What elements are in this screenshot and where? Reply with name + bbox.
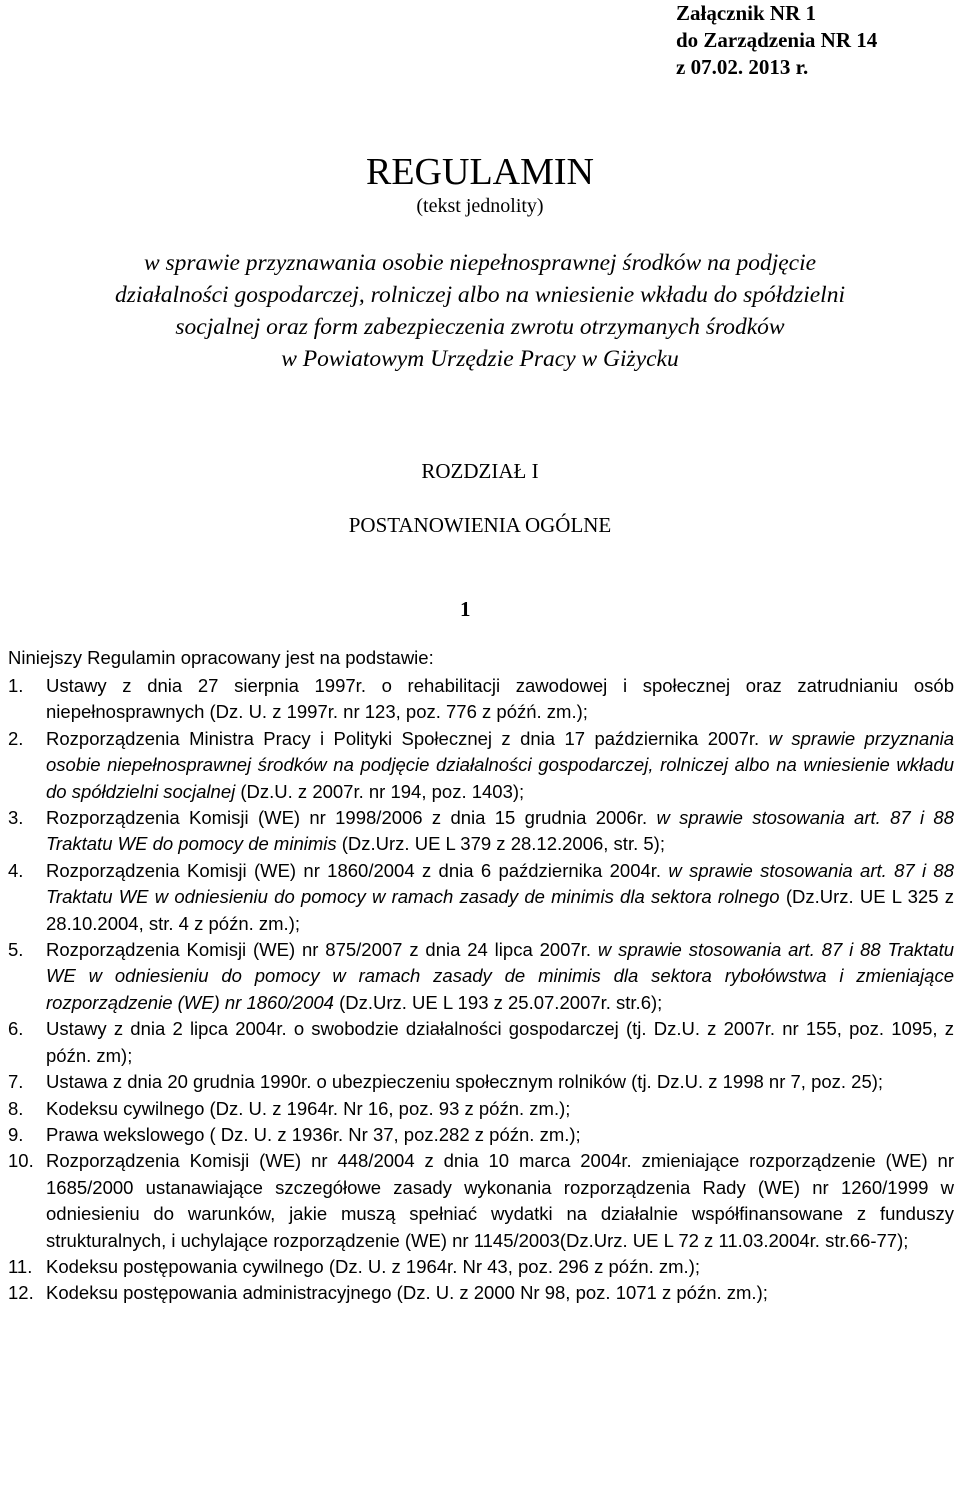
- document-purpose: [0, 247, 960, 375]
- purpose-line: w Powiatowym Urzędzie Pracy w Giżycku: [281, 346, 679, 372]
- list-item-text: [46, 726, 954, 805]
- text-segment: Kodeksu cywilnego (Dz. U. z 1964r. Nr 16, poz. 93 z późn. zm.);: [46, 1097, 571, 1119]
- list-item: [8, 1148, 954, 1254]
- list-item-number: 5.: [8, 939, 24, 961]
- italic-title: w sprawie przyznania osobie niepełnosprawnej środków na podjęcie działalności gospodarczej, rolniczej albo na wniesienie wkładu do spółdzielni socjalnej: [46, 727, 955, 802]
- list-item: [8, 805, 954, 858]
- legal-basis-list: [8, 673, 954, 1307]
- italic-title: w sprawie stosowania art. 87 i 88 Traktatu WE w odniesieniu do pomocy w ramach zasady de minimis dla sektora rybołówstwa i zmieniające rozporządzenie (WE) nr 1860/2004: [46, 939, 954, 1013]
- list-item: [8, 1069, 954, 1095]
- list-item-number: 10.: [8, 1150, 34, 1172]
- list-item: [8, 726, 954, 805]
- text-segment: Rozporządzenia Komisji (WE) nr 1860/2004 z dnia 6 października 2004r.: [46, 859, 669, 881]
- list-item-number: 11.: [8, 1255, 33, 1277]
- purpose-line: socjalnej oraz form zabezpieczenia zwrotu otrzymanych środków: [175, 314, 785, 340]
- list-item: [8, 1096, 954, 1122]
- chapter-title: POSTANOWIENIA OGÓLNE: [348, 513, 612, 537]
- attachment-header: [676, 0, 877, 81]
- text-segment: (Dz.Urz. UE L 379 z 28.12.2006, str. 5);: [336, 833, 665, 855]
- text-segment: Kodeksu postępowania cywilnego (Dz. U. z 1964r. Nr 43, poz. 296 z późn. zm.);: [46, 1255, 700, 1277]
- list-item: [8, 937, 954, 1016]
- purpose-line: działalności gospodarczej, rolniczej albo na wniesienie wkładu do spółdzielni: [115, 282, 845, 308]
- list-item-text: [46, 805, 954, 858]
- intro-text: Niniejszy Regulamin opracowany jest na podstawie:: [8, 647, 434, 668]
- document-title: REGULAMIN: [366, 151, 594, 193]
- list-item-number: 4.: [8, 859, 24, 881]
- list-item-number: 12.: [8, 1282, 34, 1304]
- text-segment: Rozporządzenia Komisji (WE) nr 875/2007 z dnia 24 lipca 2007r.: [46, 939, 598, 961]
- list-item-number: 1.: [8, 675, 24, 696]
- text-segment: Prawa wekslowego ( Dz. U. z 1936r. Nr 37, poz.282 z późn. zm.);: [46, 1123, 581, 1145]
- text-segment: (Dz.Urz. UE L 325 z 28.10.2004, str. 4 z późn. zm.);: [46, 886, 954, 934]
- document-body: [8, 645, 954, 1307]
- list-item-text: [46, 1148, 954, 1254]
- list-item-number: 9.: [8, 1123, 24, 1145]
- list-item-text: [46, 1016, 954, 1069]
- paragraph-mark: 1: [460, 597, 471, 621]
- text-segment: Rozporządzenia Ministra Pracy i Polityki Społecznej z dnia 17 października 2007r.: [46, 727, 769, 749]
- list-item-text: [46, 1280, 954, 1306]
- text-segment: (Dz.U. z 2007r. nr 194, poz. 1403);: [235, 780, 525, 802]
- text-segment: Rozporządzenia Komisji (WE) nr 448/2004 z dnia 10 marca 2004r. zmieniające rozporządzenie (WE) nr 1685/2000 ustanawiające szczegółowe zasady wykonania rozporządzenia Rady (WE) nr 1260/1999 w odniesieniu do warunków, jakie muszą spełniać wydatki na działalnie współfinansowane z funduszy strukturalnych, i uchylające rozporządzenie (WE) nr 1145/2003(Dz.Urz. UE L 72 z 11.03.2004r. str.66-77);: [46, 1150, 954, 1251]
- attachment-line: z 07.02. 2013 r.: [676, 55, 809, 79]
- list-item-number: 7.: [8, 1071, 24, 1093]
- chapter-heading: ROZDZIAŁ I: [421, 459, 539, 483]
- list-item-number: 8.: [8, 1097, 24, 1119]
- list-item: [8, 1016, 954, 1069]
- italic-title: w sprawie stosowania art. 87 i 88 Traktatu WE do pomocy de minimis: [46, 807, 955, 855]
- list-item: [8, 673, 954, 726]
- italic-title: w sprawie stosowania art. 87 i 88 Traktatu WE w odniesieniu do pomocy w ramach zasady de minimis dla sektora rolnego: [46, 859, 955, 908]
- list-item: [8, 1280, 954, 1306]
- document-subtitle: (tekst jednolity): [416, 195, 544, 217]
- list-item-text: [46, 1096, 954, 1122]
- list-item-number: 3.: [8, 807, 24, 829]
- list-item-text: [46, 1254, 954, 1280]
- text-segment: Kodeksu postępowania administracyjnego (Dz. U. z 2000 Nr 98, poz. 1071 z późn. zm.);: [46, 1282, 768, 1304]
- text-segment: Ustawy z dnia 2 lipca 2004r. o swobodzie działalności gospodarczej (tj. Dz.U. z 2007r. nr 155, poz. 1095, z późn. zm);: [46, 1018, 954, 1066]
- list-item: [8, 858, 954, 937]
- list-item-text: [46, 1122, 954, 1148]
- list-item-text: [46, 937, 954, 1016]
- list-item-number: 2.: [8, 727, 24, 749]
- text-segment: Ustawa z dnia 20 grudnia 1990r. o ubezpieczeniu społecznym rolników (tj. Dz.U. z 1998 nr 7, poz. 25);: [46, 1071, 884, 1093]
- text-segment: (Dz.Urz. UE L 193 z 25.07.2007r. str.6);: [333, 991, 663, 1013]
- purpose-line: w sprawie przyznawania osobie niepełnosprawnej środków na podjęcie: [143, 250, 817, 276]
- list-item-text: [46, 858, 954, 937]
- list-item: [8, 1254, 954, 1280]
- list-item-number: 6.: [8, 1018, 24, 1040]
- attachment-line: do Zarządzenia NR 14: [676, 28, 878, 52]
- list-item: [8, 1122, 954, 1148]
- list-item-text: [46, 1069, 954, 1095]
- text-segment: Rozporządzenia Komisji (WE) nr 1998/2006 z dnia 15 grudnia 2006r.: [46, 807, 657, 829]
- list-item-text: [46, 673, 954, 726]
- attachment-line: Załącznik NR 1: [676, 1, 817, 25]
- text-segment: Ustawy z dnia 27 sierpnia 1997r. o rehabilitacji zawodowej i społecznej oraz zatrudnianiu osób niepełnosprawnych (Dz. U. z 1997r. nr 123, poz. 776 z późń. zm.);: [46, 675, 954, 723]
